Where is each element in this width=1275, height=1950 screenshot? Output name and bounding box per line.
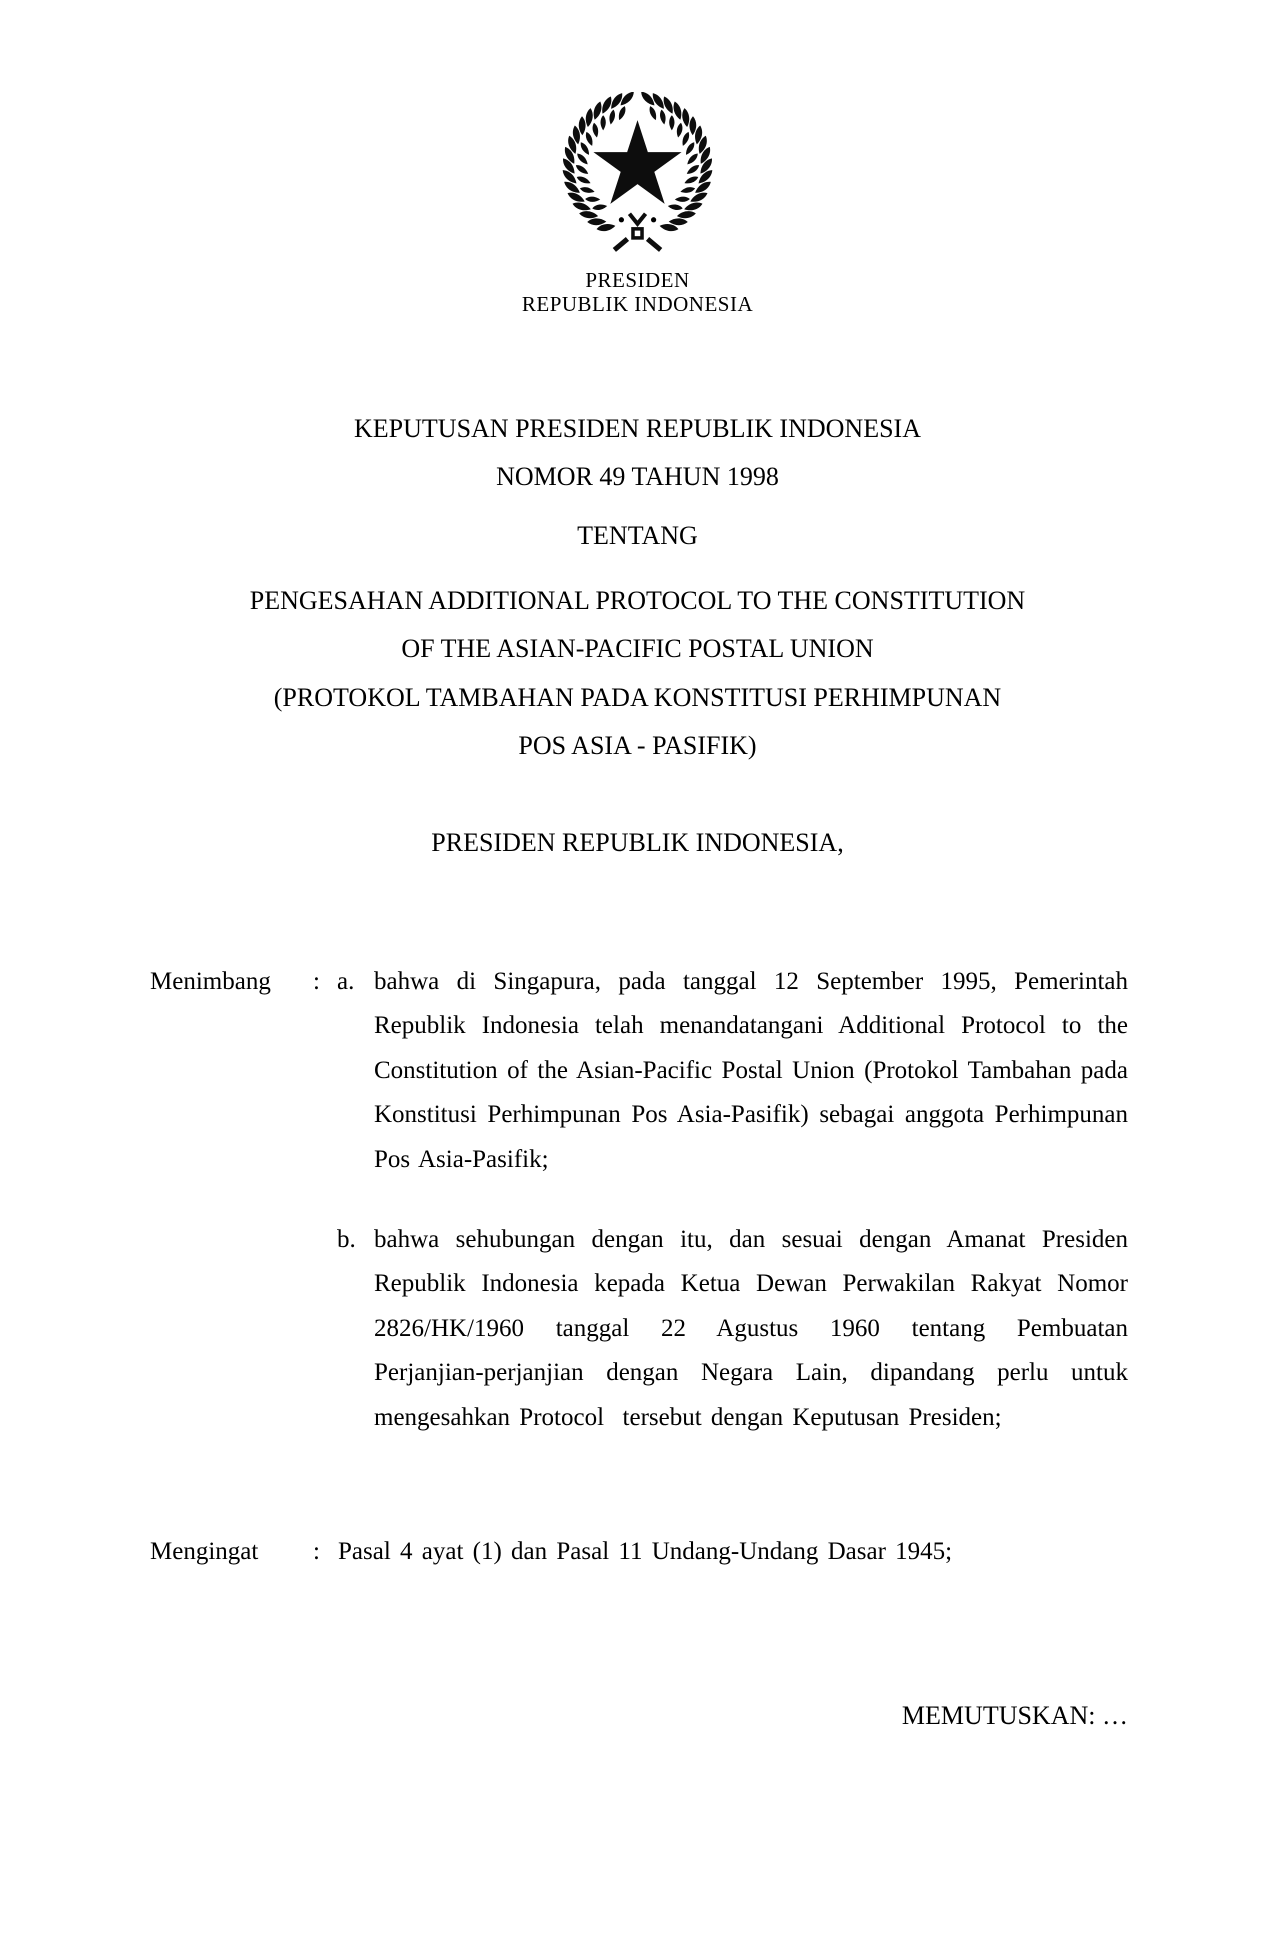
menimbang-item-a-marker: a.: [337, 968, 355, 995]
star-icon: [593, 120, 681, 204]
mengingat-colon: :: [313, 1538, 320, 1565]
paragraph-line: 2826/HK/1960 tanggal 22 Agustus 1960 tentang Pembuatan: [374, 1314, 1128, 1342]
paragraph-line: mengesahkan Protocol tersebut dengan Keputusan Presiden;: [374, 1403, 1002, 1431]
subject-line-1: PENGESAHAN ADDITIONAL PROTOCOL TO THE CONSTITUTION: [249, 586, 1026, 615]
menimbang-item-b: [374, 1218, 1128, 1440]
memutuskan-text: MEMUTUSKAN: …: [901, 1701, 1128, 1730]
tentang-label: TENTANG: [577, 521, 698, 550]
subject-line-2: OF THE ASIAN-PACIFIC POSTAL UNION: [401, 634, 874, 663]
opening-line: PRESIDEN REPUBLIK INDONESIA,: [431, 828, 844, 857]
decree-number: NOMOR 49 TAHUN 1998: [496, 462, 779, 491]
paragraph-line: Republik Indonesia kepada Ketua Dewan Perwakilan Rakyat Nomor: [374, 1270, 1128, 1298]
mengingat-label: Mengingat: [150, 1538, 259, 1565]
letterhead-presiden: PRESIDEN: [585, 268, 690, 292]
decree-title: KEPUTUSAN PRESIDEN REPUBLIK INDONESIA: [354, 414, 921, 443]
paragraph-line: bahwa di Singapura, pada tanggal 12 September 1995, Pemerintah: [374, 968, 1128, 995]
paragraph-line: Konstitusi Perhimpunan Pos Asia-Pasifik) sebagai anggota Perhimpunan: [374, 1101, 1128, 1129]
subject-line-4: POS ASIA - PASIFIK): [518, 731, 757, 760]
menimbang-item-b-marker: b.: [337, 1226, 356, 1253]
paragraph-line: Pos Asia-Pasifik;: [374, 1145, 549, 1173]
letterhead-republik-indonesia: REPUBLIK INDONESIA: [521, 292, 754, 316]
menimbang-colon: :: [313, 968, 320, 995]
menimbang-item-a: [374, 960, 1128, 1182]
subject-line-3: (PROTOKOL TAMBAHAN PADA KONSTITUSI PERHIMPUNAN: [273, 683, 1002, 712]
paragraph-line: Perjanjian-perjanjian dengan Negara Lain, dipandang perlu untuk: [374, 1359, 1128, 1387]
mengingat-text: Pasal 4 ayat (1) dan Pasal 11 Undang-Undang Dasar 1945;: [338, 1538, 953, 1565]
menimbang-label: Menimbang: [150, 968, 271, 995]
paragraph-line: bahwa sehubungan dengan itu, dan sesuai dengan Amanat Presiden: [374, 1226, 1128, 1253]
presidential-seal-icon: [557, 92, 718, 253]
paragraph-line: Republik Indonesia telah menandatangani Additional Protocol to the: [374, 1012, 1128, 1040]
bow-ribbon-icon: [614, 214, 660, 250]
paragraph-line: Constitution of the Asian-Pacific Postal Union (Protokol Tambahan pada: [374, 1056, 1128, 1084]
